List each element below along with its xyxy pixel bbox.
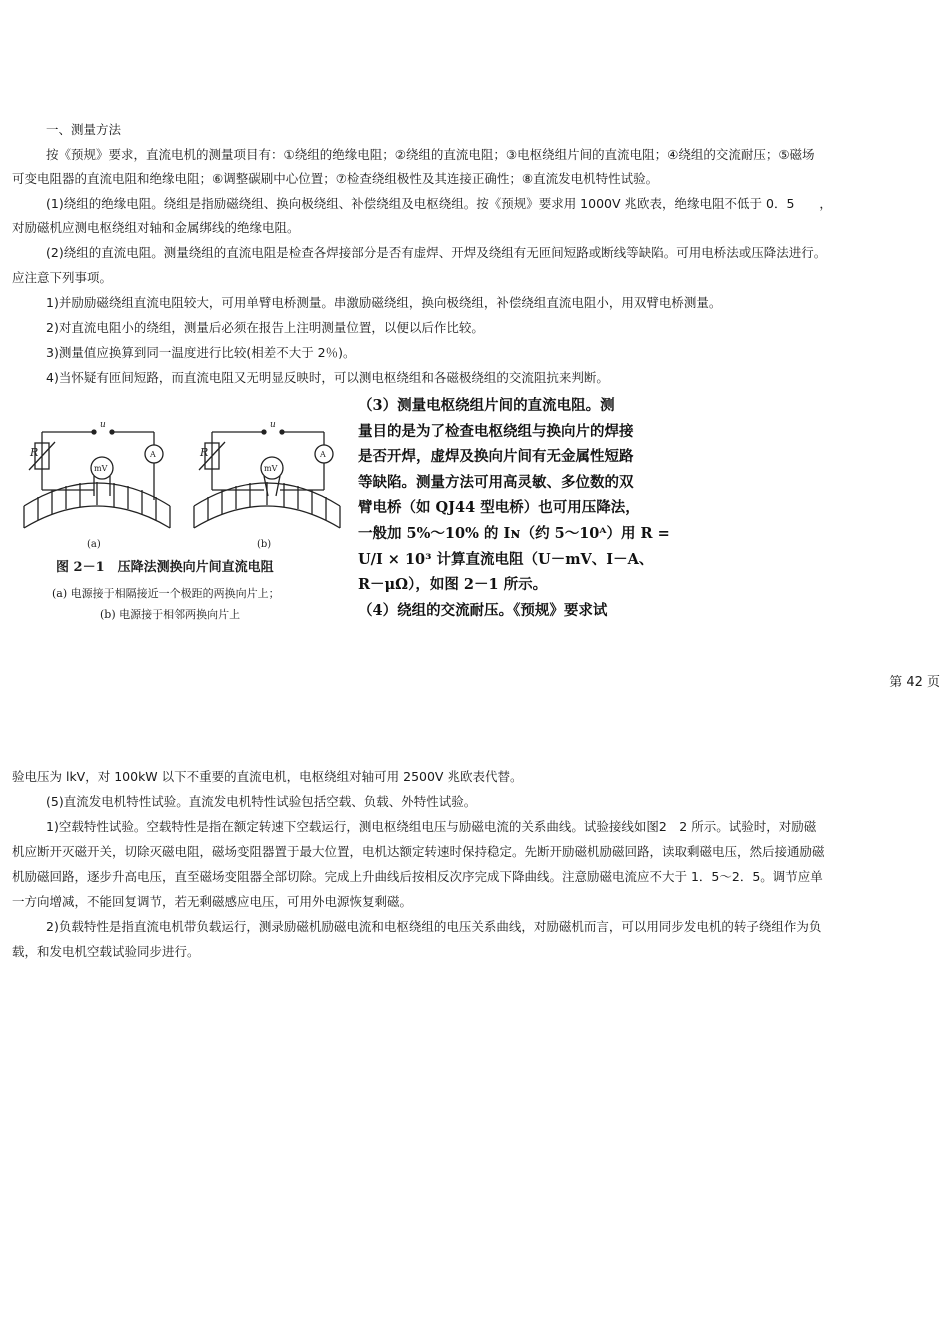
paragraph-line: (1)绕组的绝缘电阻。绕组是指励磁绕组、换向极绕组、补偿绕组及电枢绕组。按《预规》要求用 1000V 兆欧表，绝缘电阻不低于 0．5 ， (46, 196, 832, 211)
scanned-line: R－μΩ），如图 2－1 所示。 (358, 576, 548, 594)
scanned-line: 一般加 5%～10% 的 Iɴ（约 5～10ᴬ）用 R = (358, 524, 670, 542)
u-label-a: u (100, 420, 106, 430)
r-label-b: R (200, 446, 209, 459)
section-heading: 一、测量方法 (46, 122, 122, 137)
paragraph-line: 可变电阻器的直流电阻和绝缘电阻；⑥调整碳刷中心位置；⑦检查绕组极性及其连接正确性；⑧直流发电机特性试验。 (12, 171, 659, 186)
scanned-line: 等缺陷。测量方法可用高灵敏、多位数的双 (358, 473, 634, 491)
paragraph-line: 载，和发电机空载试验同步进行。 (12, 944, 200, 959)
page-number: 第 42 页 (889, 675, 940, 690)
mv-label-a: mV (94, 464, 108, 473)
label-b: (b) (257, 539, 272, 550)
paragraph-line: 1)空载特性试验。空载特性是指在额定转速下空载运行，测电枢绕组电压与励磁电流的关系曲线。试验接线如图2 2 所示。试验时，对励磁 (46, 819, 817, 834)
scanned-line: （4）绕组的交流耐压。《预规》要求试 (358, 601, 608, 619)
paragraph-line: 机励磁回路，逐步升高电压，直至磁场变阻器全部切除。完成上升曲线后按相反次序完成下降曲线。注意励磁电流应不大于 1．5～2．5。调节应单 (12, 869, 823, 884)
a-label-b: A (320, 450, 326, 459)
scanned-line: （3）测量电枢绕组片间的直流电阻。测 (358, 397, 615, 414)
figure-caption-b: (b) 电源接于相邻两换向片上 (100, 608, 241, 621)
list-item: 3)测量值应换算到同一温度进行比较(相差不大于 2％)。 (46, 345, 356, 360)
paragraph-line: 应注意下列事项。 (12, 270, 113, 285)
figure-2-1 (12, 390, 357, 635)
scanned-line: 量目的是为了检查电枢绕组与换向片的焊接 (358, 422, 634, 440)
scanned-line: U/I × 10³ 计算直流电阻（U－mV、I－A、 (358, 550, 654, 568)
figure-caption-a: (a) 电源接于相隔接近一个极距的两换向片上； (52, 587, 280, 600)
paragraph-line: (2)绕组的直流电阻。测量绕组的直流电阻是检查各焊接部分是否有虚焊、开焊及绕组有无匝间短路或断线等缺陷。可用电桥法或压降法进行。 (46, 245, 827, 260)
scanned-line: 臂电桥（如 QJ44 型电桥）也可用压降法， (358, 499, 640, 517)
paragraph-line: 机应断开灭磁开关，切除灭磁电阻，磁场变阻器置于最大位置，电机达额定转速时保持稳定。先断开励磁机励磁回路，读取剩磁电压，然后接通励磁 (12, 844, 825, 859)
paragraph-line: 一方向增减，不能回复调节，若无剩磁感应电压，可用外电源恢复剩磁。 (12, 894, 413, 909)
list-item: 2)对直流电阻小的绕组，测量后必须在报告上注明测量位置，以便以后作比较。 (46, 320, 484, 335)
u-label-b: u (270, 420, 276, 430)
paragraph-line: 2)负载特性是指直流电机带负载运行，测录励磁机励磁电流和电枢绕组的电压关系曲线，对励磁机而言，可以用同步发电机的转子绕组作为负 (46, 919, 822, 934)
paragraph-line: 对励磁机应测电枢绕组对轴和金属绑线的绝缘电阻。 (12, 220, 300, 235)
scanned-line: 是否开焊，虚焊及换向片间有无金属性短路 (358, 448, 634, 466)
paragraph-line: 验电压为 lkV，对 100kW 以下不重要的直流电机，电枢绕组对轴可用 2500V 兆欧表代替。 (12, 769, 523, 784)
list-item: 4)当怀疑有匝间短路，而直流电阻又无明显反映时，可以测电枢绕组和各磁极绕组的交流阻抗来判断。 (46, 370, 609, 385)
a-label-a: A (150, 450, 156, 459)
r-label-a: R (30, 446, 39, 459)
label-a: (a) (87, 539, 101, 550)
figure-title: 图 2－1 压降法测换向片间直流电阻 (56, 560, 274, 575)
scanned-text-block (358, 393, 688, 623)
mv-label-b: mV (264, 464, 278, 473)
paragraph-line: 按《预规》要求，直流电机的测量项目有：①绕组的绝缘电阻；②绕组的直流电阻；③电枢绕组片间的直流电阻；④绕组的交流耐压；⑤磁场 (46, 147, 815, 162)
paragraph-line: (5)直流发电机特性试验。直流发电机特性试验包括空载、负载、外特性试验。 (46, 794, 477, 809)
list-item: 1)并励励磁绕组直流电阻较大，可用单臂电桥测量。串激励磁绕组，换向极绕组，补偿绕组直流电阻小，用双臂电桥测量。 (46, 295, 722, 310)
